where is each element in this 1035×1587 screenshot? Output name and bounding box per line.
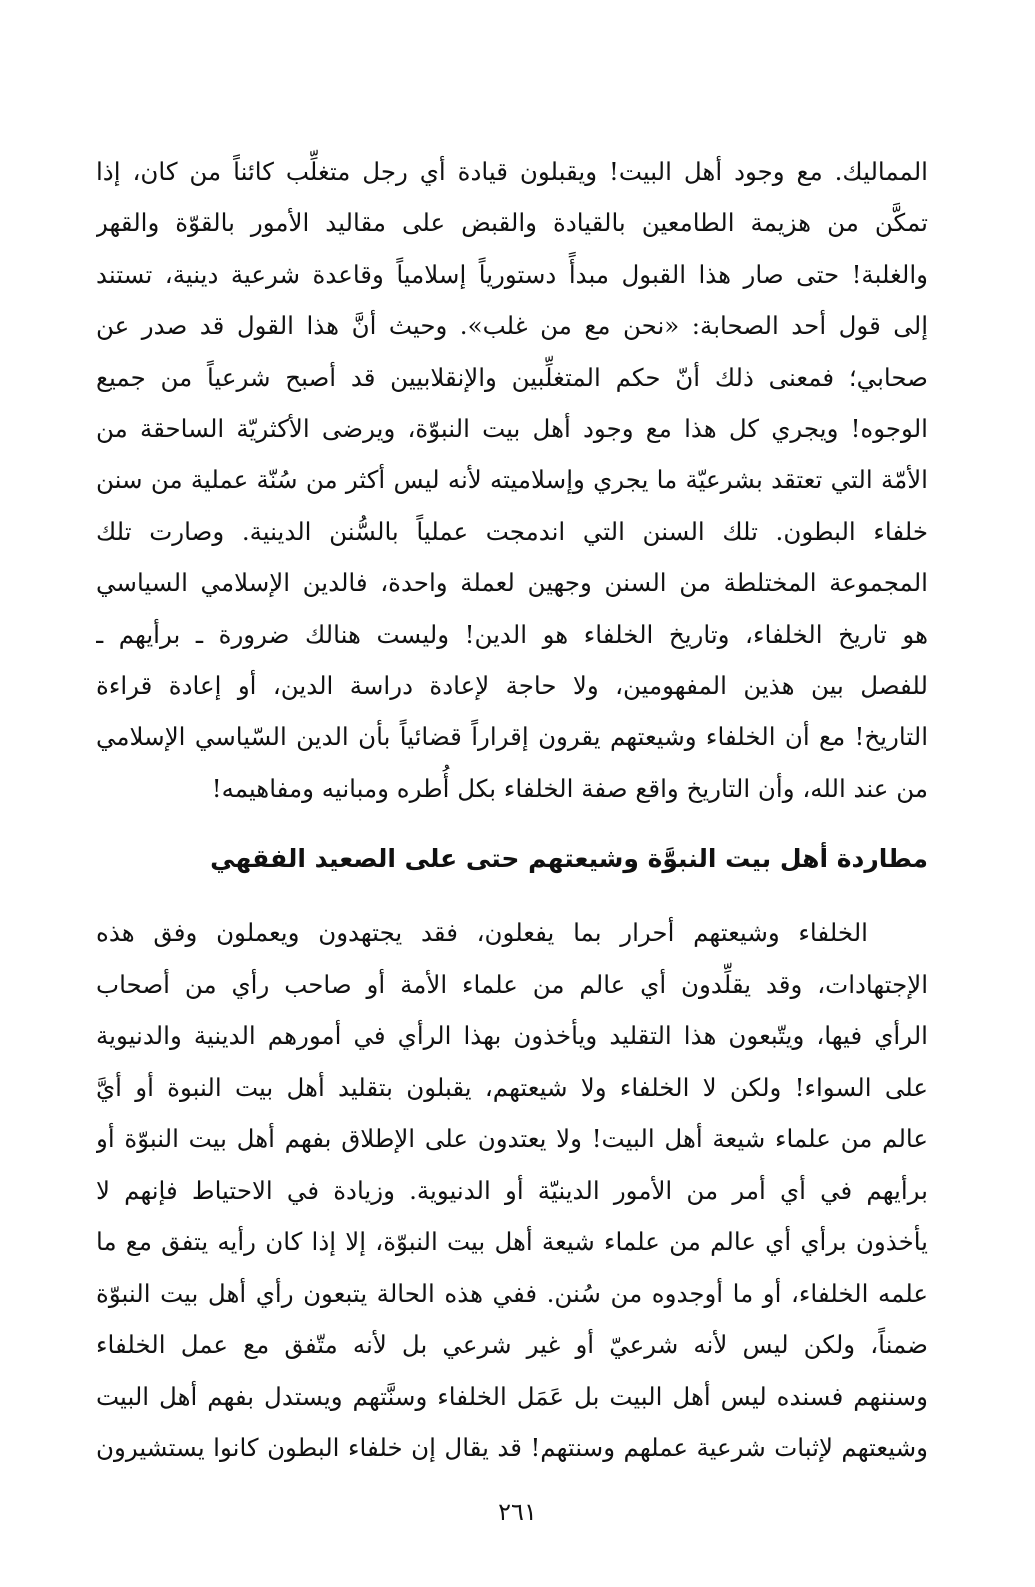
text-line: الوجوه! ويجري كل هذا مع وجود أهل بيت النبوّة، ويرضى الأكثريّة الساحقة من [96, 413, 928, 443]
body-paragraph-2 [96, 907, 928, 1474]
text-line: تمكَّن من هزيمة الطامعين بالقيادة والقبض على مقاليد الأمور بالقوّة والقهر [96, 208, 928, 238]
text-line: وسننهم فسنده ليس أهل البيت بل عَمَل الخلفاء وسنَّتهم ويستدل بفهم أهل البيت [96, 1381, 928, 1411]
text-line: الخلفاء وشيعتهم أحرار بما يفعلون، فقد يجتهدون ويعملون وفق هذه [96, 918, 868, 947]
text-line: الرأي فيها، ويتّبعون هذا التقليد ويأخذون بهذا الرأي في أمورهم الدينية والدنيوية [96, 1021, 928, 1050]
text-line: الأمّة التي تعتقد بشرعيّة ما يجري وإسلاميته لأنه ليس أكثر من سُنّة عملية من سنن [96, 465, 928, 495]
text-line: المجموعة المختلطة من السنن وجهين لعملة واحدة، فالدين الإسلامي السياسي [96, 568, 928, 598]
body-paragraph-1 [96, 146, 928, 814]
text-line: التاريخ! مع أن الخلفاء وشيعتهم يقرون إقراراً قضائياً بأن الدين السّياسي الإسلامي [96, 722, 928, 752]
text-line: للفصل بين هذين المفهومين، ولا حاجة لإعادة دراسة الدين، أو إعادة قراءة [96, 670, 928, 700]
section-heading: مطاردة أهل بيت النبوَّة وشيعتهم حتى على الصعيد الفقهي [210, 844, 928, 873]
text-line: عالم من علماء شيعة أهل البيت! ولا يعتدون على الإطلاق بفهم أهل بيت النبوّة أو [96, 1124, 928, 1153]
text-line: ضمناً، ولكن ليس لأنه شرعيّ أو غير شرعي بل لأنه متّفق مع عمل الخلفاء [96, 1330, 928, 1359]
page-number: ٢٦١ [498, 1498, 537, 1526]
text-line: على السواء! ولكن لا الخلفاء ولا شيعتهم، يقبلون بتقليد أهل بيت النبوة أو أيَّ [96, 1072, 928, 1102]
text-line: صحابي؛ فمعنى ذلك أنّ حكم المتغلِّبين والإنقلابيين قد أصبح شرعياً من جميع [96, 362, 928, 392]
text-line: يأخذون برأي أي عالم من علماء شيعة أهل بيت النبوّة، إلا إذا كان رأيه يتفق مع ما [96, 1227, 928, 1256]
text-line: خلفاء البطون. تلك السنن التي اندمجت عملياً بالسُّنن الدينية. وصارت تلك [96, 516, 928, 546]
text-line: من عند الله، وأن التاريخ واقع صفة الخلفاء بكل أُطره ومبانيه ومفاهيمه! [211, 773, 928, 803]
text-line: المماليك. مع وجود أهل البيت! ويقبلون قيادة أي رجل متغلِّب كائناً من كان، إذا [96, 157, 928, 186]
text-line: والغلبة! حتى صار هذا القبول مبدأً دستورياً إسلامياً وقاعدة شرعية دينية، تستند [96, 259, 928, 289]
text-line: علمه الخلفاء، أو ما أوجدوه من سُنن. ففي هذه الحالة يتبعون رأي أهل بيت النبوّة [96, 1278, 928, 1308]
text-line: برأيهم في أي أمر من الأمور الدينيّة أو الدنيوية. وزيادة في الاحتياط فإنهم لا [96, 1175, 928, 1205]
text-line: الإجتهادات، وقد يقلِّدون أي عالم من علماء الأمة أو صاحب رأي من أصحاب [96, 969, 928, 999]
text-line: هو تاريخ الخلفاء، وتاريخ الخلفاء هو الدين! وليست هنالك ضرورة ـ برأيهم ـ [96, 619, 928, 649]
text-line: وشيعتهم لإثبات شرعية عملهم وسنتهم! قد يقال إن خلفاء البطون كانوا يستشيرون [96, 1433, 928, 1462]
text-line: إلى قول أحد الصحابة: «نحن مع من غلب». وحيث أنَّ هذا القول قد صدر عن [96, 311, 928, 341]
